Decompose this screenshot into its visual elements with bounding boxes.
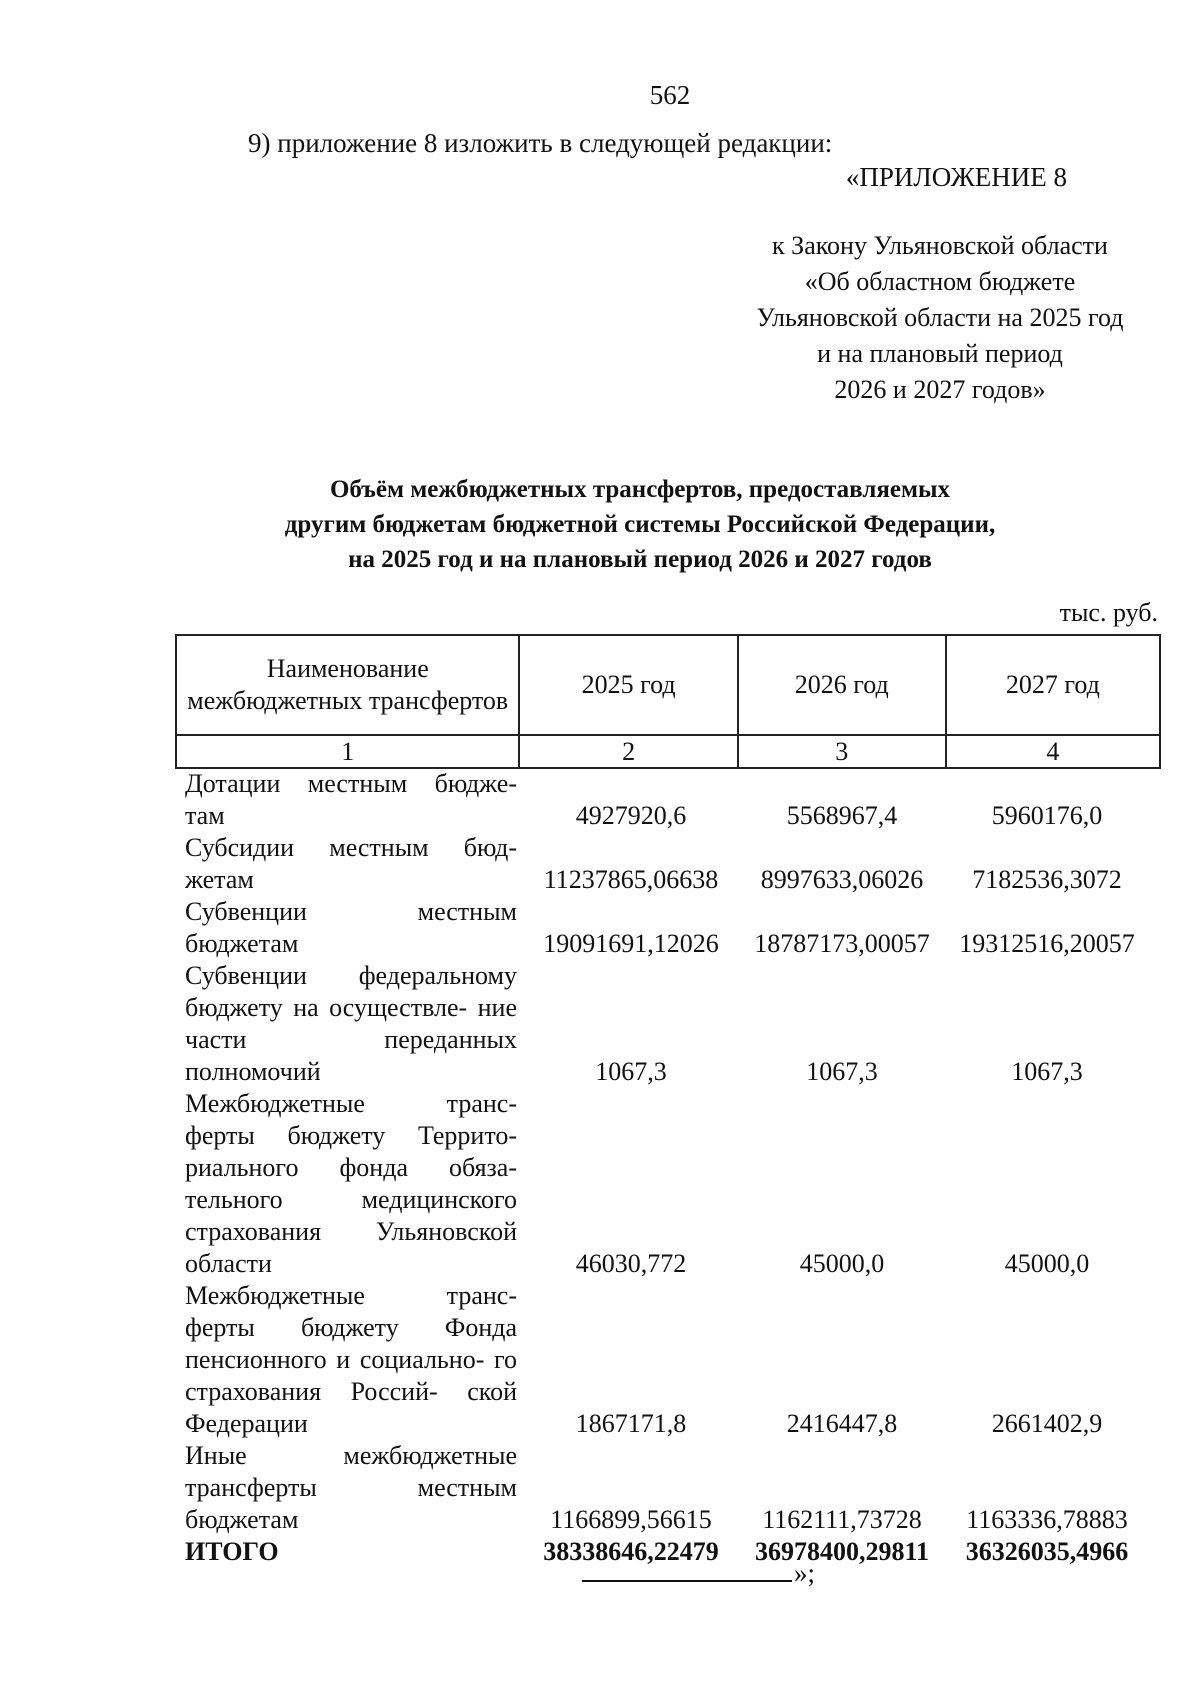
value-2027: 7182536,3072 [972, 865, 1122, 894]
appendix-line: 2026 и 2027 годов» [834, 375, 1046, 404]
table-row [185, 1280, 1161, 1440]
value-2026: 1067,3 [806, 1057, 878, 1086]
row-name: Межбюджетные транс- ферты бюджету Террито- риального фонда обяза- тельного медицинского страхования Ульяновской области [185, 1089, 517, 1278]
value-2027: 19312516,20057 [959, 929, 1135, 958]
appendix-line: к Закону Ульяновской области [772, 231, 1108, 260]
appendix-line: «Об областном бюджете [804, 267, 1076, 296]
heading-line: Объём межбюджетных трансфертов, предоставляемых [329, 476, 951, 503]
row-name: Иные межбюджетные трансферты местным бюджетам [185, 1441, 517, 1534]
column-header-2026: 2026 год [738, 635, 946, 735]
table-row [185, 960, 1161, 1088]
column-number: 4 [946, 735, 1160, 768]
total-2027: 36326035,4966 [965, 1537, 1129, 1566]
table-row [185, 896, 1161, 960]
appendix-title: «ПРИЛОЖЕНИЕ 8 [845, 162, 1067, 192]
value-2026: 5568967,4 [786, 801, 898, 830]
value-2026: 2416447,8 [786, 1409, 898, 1438]
value-2025: 1166899,56615 [550, 1505, 712, 1534]
value-2026: 1162111,73728 [762, 1505, 922, 1534]
intro-text: 9) приложение 8 изложить в следующей редакции: [248, 128, 833, 158]
column-header-name: Наименование межбюджетных трансфертов [176, 635, 519, 735]
total-label: ИТОГО [185, 1537, 279, 1566]
column-number: 1 [176, 735, 519, 768]
value-2027: 2661402,9 [991, 1409, 1103, 1438]
value-2027: 5960176,0 [991, 801, 1103, 830]
total-2026: 36978400,29811 [754, 1537, 930, 1566]
value-2025: 19091691,12026 [543, 929, 719, 958]
value-2025: 46030,772 [575, 1249, 687, 1278]
row-name: Субвенции федеральному бюджету на осуществле- ние части переданных полномочий [185, 961, 517, 1086]
column-header-2025: 2025 год [519, 635, 737, 735]
closing-quote: »; [794, 1558, 816, 1588]
heading-line: другим бюджетам бюджетной системы Российской Федерации, [284, 511, 996, 538]
table-row [185, 768, 1161, 832]
value-2027: 1163336,78883 [966, 1505, 1128, 1534]
value-2026: 45000,0 [799, 1249, 885, 1278]
appendix-subtitle [720, 228, 1160, 408]
table-body [185, 768, 1161, 1568]
value-2027: 1067,3 [1011, 1057, 1083, 1086]
page-number: 562 [649, 80, 691, 110]
table-header [175, 634, 1161, 769]
column-number: 2 [519, 735, 737, 768]
value-2025: 4927920,6 [575, 801, 687, 830]
value-2025: 1067,3 [595, 1057, 667, 1086]
units-label: тыс. руб. [1059, 598, 1158, 627]
total-2025: 38338646,22479 [543, 1537, 719, 1566]
value-2027: 45000,0 [1004, 1249, 1090, 1278]
table-row [185, 1088, 1161, 1280]
appendix-line: Ульяновской области на 2025 год [756, 303, 1124, 332]
value-2026: 8997633,06026 [760, 865, 924, 894]
signature-line [582, 1560, 792, 1582]
value-2025: 1867171,8 [575, 1409, 687, 1438]
value-2025: 11237865,06638 [543, 865, 719, 894]
value-2026: 18787173,00057 [754, 929, 930, 958]
row-name: Субвенции местным бюджетам [185, 897, 517, 958]
appendix-line: и на плановый период [817, 339, 1063, 368]
closing-mark [582, 1558, 815, 1589]
row-name: Субсидии местным бюд- жетам [185, 833, 517, 894]
row-name: Межбюджетные транс- ферты бюджету Фонда пенсионного и социально- го страхования Россий- ской Федерации [185, 1281, 517, 1438]
document-heading [140, 472, 1140, 577]
column-header-2027: 2027 год [946, 635, 1160, 735]
table-row [185, 1440, 1161, 1536]
column-number: 3 [738, 735, 946, 768]
heading-line: на 2025 год и на плановый период 2026 и 2027 годов [348, 546, 932, 573]
row-name: Дотации местным бюдже- там [185, 769, 517, 830]
table-row [185, 832, 1161, 896]
